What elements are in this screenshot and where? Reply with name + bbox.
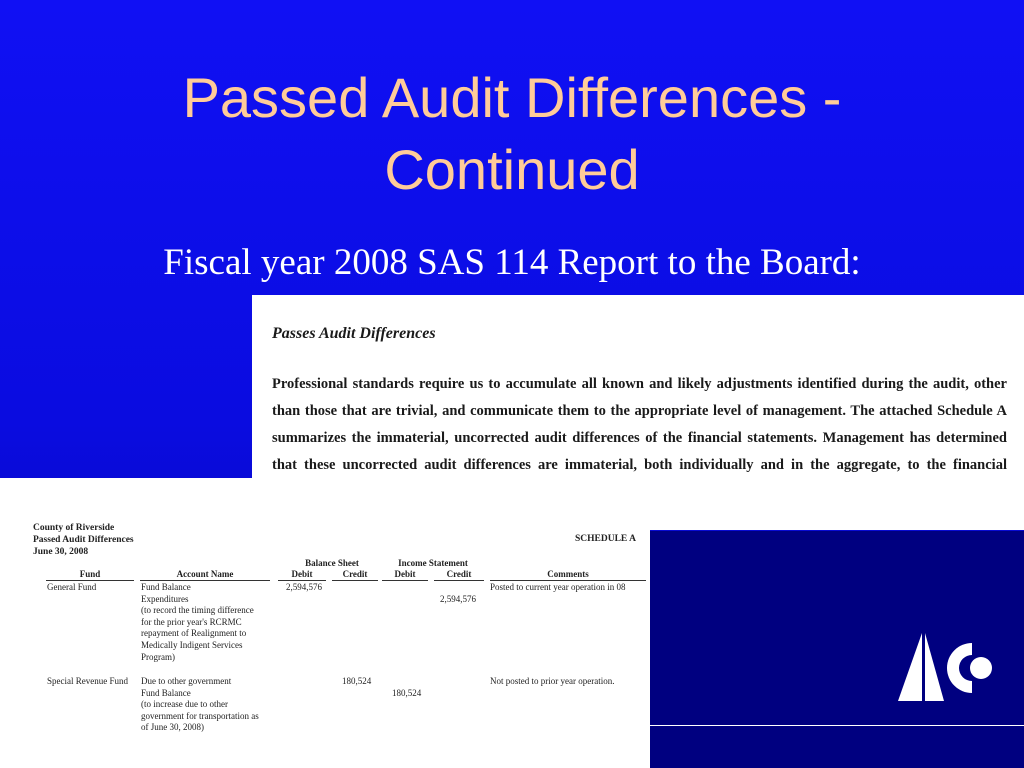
- row-1-account-line: repayment of Realignment to: [141, 628, 247, 639]
- row-1-comment: Posted to current year operation in 08: [490, 582, 626, 592]
- schedule-header: [33, 522, 134, 558]
- group-header-income-statement: Income Statement: [398, 558, 468, 568]
- schedule-label: SCHEDULE A: [575, 534, 636, 544]
- schedule-date: June 30, 2008: [33, 547, 89, 557]
- excerpt-body: Professional standards require us to accumulate all known and likely adjustments identified during the audit, other than those that are trivial, and communicate them to the appropriate level of management. The attached Schedule A summarizes the immaterial, uncorrected audit differences of the financial statements. Management has determined that these uncorrected audit differences are immaterial, both individually and in the aggregate, to the financial: [272, 376, 1007, 473]
- organization-logo-icon: [898, 631, 994, 703]
- row-2-account-line: government for transportation as: [141, 710, 259, 721]
- row-1-account-line: Expenditures: [141, 593, 189, 604]
- row-1-account-line: for the prior year's RCRMC: [141, 616, 242, 627]
- row-1-bs-debit: 2,594,576: [286, 582, 322, 592]
- slide-title: [0, 62, 1024, 206]
- logo-triangle-left: [898, 633, 922, 701]
- logo-crescent: [947, 643, 972, 693]
- row-1-account-line: Medically Indigent Services: [141, 639, 243, 650]
- row-1-account-name: [141, 582, 254, 663]
- row-2-account-name: [141, 676, 259, 734]
- row-2-comment: Not posted to prior year operation.: [490, 676, 615, 686]
- row-2-account-line: Fund Balance: [141, 687, 191, 698]
- excerpt-heading: Passes Audit Differences: [272, 325, 436, 342]
- logo-triangle-right: [925, 633, 944, 701]
- column-header-fund: Fund: [46, 569, 134, 581]
- row-2-fund: Special Revenue Fund: [47, 676, 128, 686]
- column-header-is-credit: Credit: [434, 569, 484, 581]
- column-header-comments: Comments: [490, 569, 646, 581]
- slide-title-line-1: Passed Audit Differences -: [182, 66, 842, 129]
- column-header-account-name: Account Name: [140, 569, 270, 581]
- schedule-report-name: Passed Audit Differences: [33, 535, 134, 545]
- column-header-is-debit: Debit: [382, 569, 428, 581]
- slide-title-line-2: Continued: [384, 138, 640, 201]
- column-header-bs-debit: Debit: [278, 569, 326, 581]
- row-2-account-line: (to increase due to other: [141, 699, 228, 710]
- row-1-account-line: Program): [141, 651, 175, 662]
- row-2-account-line: Due to other government: [141, 676, 232, 686]
- column-header-bs-credit: Credit: [332, 569, 378, 581]
- slide-subtitle: Fiscal year 2008 SAS 114 Report to the Board:: [163, 242, 861, 283]
- logo-dot: [970, 657, 992, 679]
- row-2-is-debit: 180,524: [392, 688, 422, 698]
- logo-panel: [650, 531, 1024, 768]
- group-header-balance-sheet: Balance Sheet: [305, 558, 359, 568]
- row-2-account-line: of June 30, 2008): [141, 722, 204, 733]
- schedule-a-table: [0, 478, 650, 768]
- row-2-bs-credit: 180,524: [342, 676, 372, 686]
- row-1-account-line: (to record the timing difference: [141, 605, 254, 616]
- row-1-is-credit: 2,594,576: [440, 594, 476, 604]
- logo-divider: [650, 725, 1024, 726]
- row-1-fund: General Fund: [47, 582, 97, 592]
- row-1-account-line: Fund Balance: [141, 582, 191, 592]
- schedule-entity: County of Riverside: [33, 523, 115, 533]
